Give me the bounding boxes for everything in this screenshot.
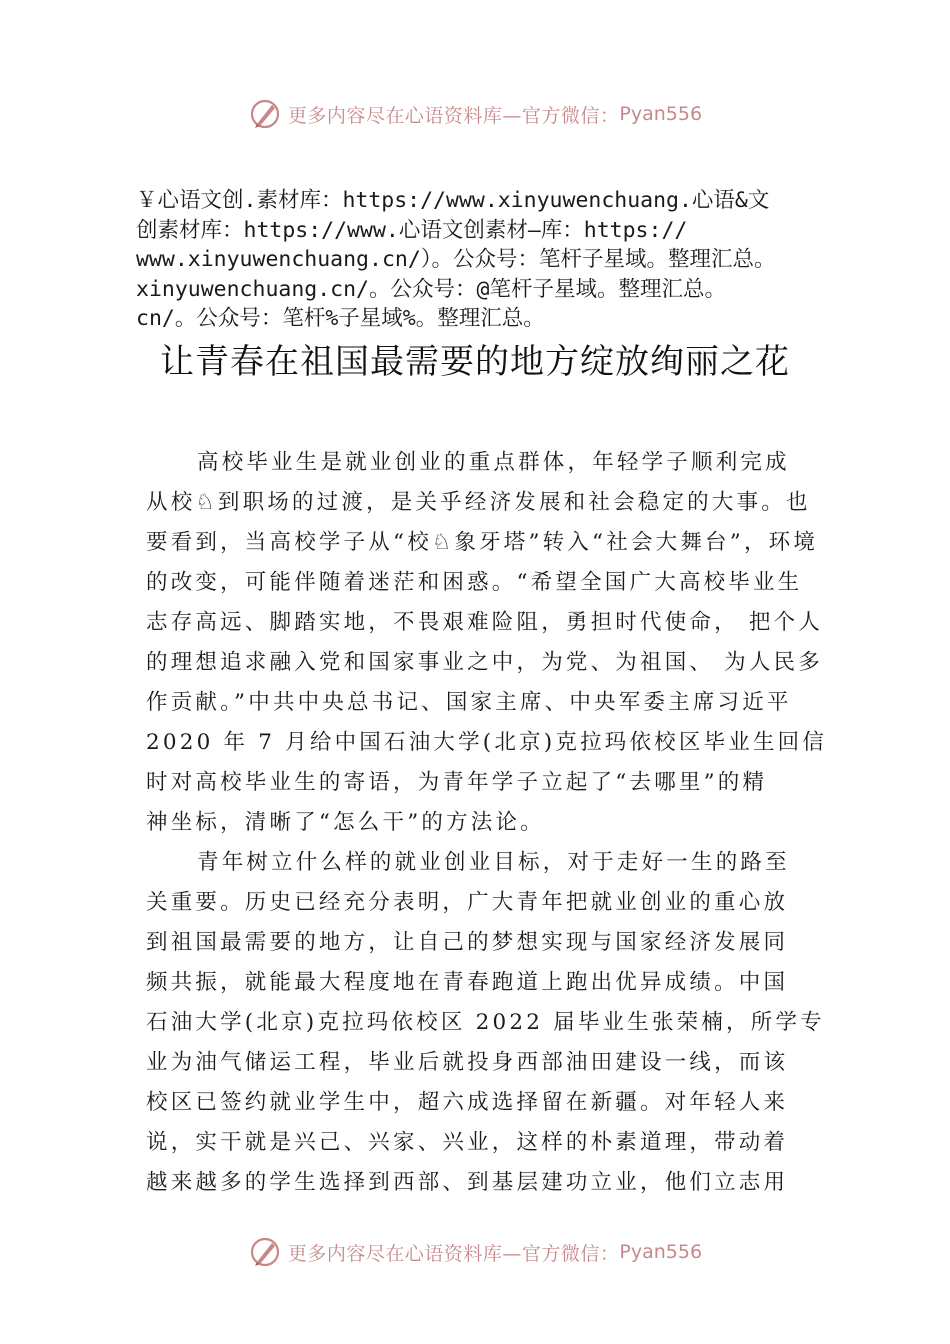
text-line: 越来越多的学生选择到西部、到基层建功立业，他们立志用 — [146, 1170, 789, 1195]
paragraph-2 — [146, 843, 826, 1203]
text-line: 从校♘到职场的过渡，是关乎经济发展和社会稳定的大事。也 — [146, 490, 811, 515]
text-line: 到祖国最需要的地方，让自己的梦想实现与国家经济发展同 — [146, 930, 789, 955]
paragraph-1 — [146, 443, 826, 843]
text-line: 要看到，当高校学子从“校♘象牙塔”转入“社会大舞台”，环境 — [146, 530, 819, 555]
pen-logo-icon — [248, 1235, 282, 1269]
text-line: 的理想追求融入党和国家事业之中，为党、为祖国、 为人民多 — [146, 650, 823, 675]
bottom-banner — [0, 1230, 950, 1274]
banner-wechat-id: Pyan556 — [619, 1241, 703, 1263]
text-line: 关重要。历史已经充分表明，广大青年把就业创业的重心放 — [146, 890, 789, 915]
text-line: 校区已签约就业学生中，超六成选择留在新疆。对年轻人来 — [146, 1090, 789, 1115]
text-line: 说，实干就是兴己、兴家、兴业，这样的朴素道理，带动着 — [146, 1130, 789, 1155]
text-line: 青年树立什么样的就业创业目标，对于走好一生的路至 — [197, 850, 790, 875]
banner-wechat-id: Pyan556 — [619, 103, 703, 125]
text-line: 高校毕业生是就业创业的重点群体，年轻学子顺利完成 — [197, 450, 790, 475]
text-line: 石油大学(北京)克拉玛依校区 2022 届毕业生张荣楠，所学专 — [146, 1010, 825, 1035]
header-block — [136, 186, 856, 334]
text-line: 频共振，就能最大程度地在青春跑道上跑出优异成绩。中国 — [146, 970, 789, 995]
header-line: xinyuwenchuang.cn/。公众号：@笔杆子星域。整理汇总。 — [136, 276, 726, 302]
text-line: 神坐标，清晰了“怎么干”的方法论。 — [146, 810, 545, 835]
text-line: 志存高远、脚踏实地，不畏艰难险阻，勇担时代使命， 把个人 — [146, 610, 823, 635]
text-line: 业为油气储运工程，毕业后就投身西部油田建设一线，而该 — [146, 1050, 789, 1075]
banner-text: 更多内容尽在心语资料库—官方微信： — [287, 104, 620, 127]
text-line: 作贡献。”中共中央总书记、国家主席、中央军委主席习近平 — [146, 690, 792, 715]
header-line: www.xinyuwenchuang.cn/）。公众号：笔杆子星域。整理汇总。 — [136, 247, 776, 272]
top-banner — [0, 92, 950, 136]
text-line: 的改变，可能伴随着迷茫和困惑。“希望全国广大高校毕业生 — [146, 570, 803, 595]
text-line: 时对高校毕业生的寄语，为青年学子立起了“去哪里”的精 — [146, 770, 768, 795]
pen-logo-icon — [248, 97, 282, 131]
banner-text: 更多内容尽在心语资料库—官方微信： — [287, 1242, 620, 1265]
header-line: ￥心语文创.素材库：https://www.xinyuwenchuang.心语&文 — [136, 188, 770, 213]
page-title: 让青春在祖国最需要的地方绽放绚丽之花 — [160, 342, 790, 382]
header-line: cn/。公众号：笔杆%子星域%。整理汇总。 — [136, 306, 545, 331]
header-line: 创素材库：https://www.心语文创素材—库：https:// — [136, 217, 688, 243]
text-line: 2020 年 7 月给中国石油大学(北京)克拉玛依校区毕业生回信 — [146, 730, 828, 755]
